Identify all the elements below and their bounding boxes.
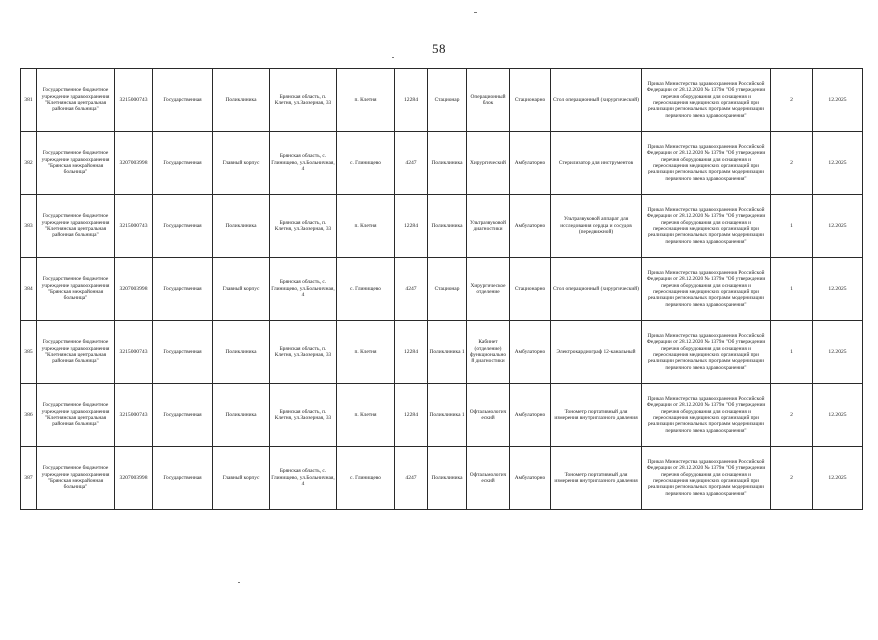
cell-care-type: Амбулаторно bbox=[510, 195, 551, 258]
cell-inn: 3215000743 bbox=[115, 384, 153, 447]
cell-population: 12284 bbox=[395, 69, 428, 132]
cell-locality: п. Клетня bbox=[337, 69, 395, 132]
cell-building: Поликлиника bbox=[213, 69, 270, 132]
cell-department: Ультразвуковой диагностики bbox=[467, 195, 510, 258]
cell-quantity: 1 bbox=[771, 195, 813, 258]
cell-address: Брянская область, с. Глинищево, ул.Больничная, 4 bbox=[270, 447, 337, 510]
cell-department: Офтальмологич еский bbox=[467, 447, 510, 510]
cell-conditions: Поликлиника 1 bbox=[428, 321, 467, 384]
cell-organization: Государственное бюджетное учреждение здравоохранения "Клетнянская центральная районная больница" bbox=[37, 321, 115, 384]
cell-organization: Государственное бюджетное учреждение здравоохранения "Клетнянская центральная районная больница" bbox=[37, 69, 115, 132]
cell-quantity: 1 bbox=[771, 258, 813, 321]
cell-organization: Государственное бюджетное учреждение здравоохранения "Клетнянская центральная районная больница" bbox=[37, 195, 115, 258]
cell-population: 4247 bbox=[395, 258, 428, 321]
cell-conditions: Поликлиника bbox=[428, 195, 467, 258]
cell-deadline: 12.2025 bbox=[813, 384, 863, 447]
scan-speck bbox=[392, 57, 394, 58]
cell-ownership: Государственная bbox=[153, 321, 213, 384]
cell-care-type: Амбулаторно bbox=[510, 447, 551, 510]
cell-locality: п. Клетня bbox=[337, 195, 395, 258]
cell-order: Приказ Министерства здравоохранения Российской Федерации от 28.12.2020 № 1379н "Об утверждении перечня оборудования для оснащения и переоснащения медицинских организаций при реализации региональных программ модернизации первичного звена здравоохранения" bbox=[642, 195, 771, 258]
cell-row-number: 385 bbox=[21, 321, 37, 384]
table-row bbox=[21, 447, 863, 510]
cell-equipment: Стол операционный (хирургический) bbox=[551, 258, 642, 321]
cell-order: Приказ Министерства здравоохранения Российской Федерации от 28.12.2020 № 1379н "Об утверждении перечня оборудования для оснащения и переоснащения медицинских организаций при реализации региональных программ модернизации первичного звена здравоохранения" bbox=[642, 132, 771, 195]
cell-department: Хирургический bbox=[467, 132, 510, 195]
cell-conditions: Стационар bbox=[428, 69, 467, 132]
cell-address: Брянская область, п. Клетня, ул.Заозерная, 33 bbox=[270, 321, 337, 384]
cell-equipment: Стол операционный (хирургический) bbox=[551, 69, 642, 132]
cell-order: Приказ Министерства здравоохранения Российской Федерации от 28.12.2020 № 1379н "Об утверждении перечня оборудования для оснащения и переоснащения медицинских организаций при реализации региональных программ модернизации первичного звена здравоохранения" bbox=[642, 69, 771, 132]
cell-care-type: Амбулаторно bbox=[510, 384, 551, 447]
cell-order: Приказ Министерства здравоохранения Российской Федерации от 28.12.2020 № 1379н "Об утверждении перечня оборудования для оснащения и переоснащения медицинских организаций при реализации региональных программ модернизации первичного звена здравоохранения" bbox=[642, 258, 771, 321]
cell-address: Брянская область, п. Клетня, ул.Заозерная, 33 bbox=[270, 384, 337, 447]
cell-deadline: 12.2025 bbox=[813, 195, 863, 258]
cell-population: 12284 bbox=[395, 195, 428, 258]
cell-deadline: 12.2025 bbox=[813, 321, 863, 384]
cell-department: Офтальмологич еский bbox=[467, 384, 510, 447]
cell-locality: с. Глинищево bbox=[337, 132, 395, 195]
cell-deadline: 12.2025 bbox=[813, 258, 863, 321]
cell-population: 4247 bbox=[395, 132, 428, 195]
table-row bbox=[21, 69, 863, 132]
cell-care-type: Стационарно bbox=[510, 258, 551, 321]
table-row bbox=[21, 321, 863, 384]
table-row bbox=[21, 195, 863, 258]
cell-building: Поликлиника bbox=[213, 384, 270, 447]
cell-row-number: 381 bbox=[21, 69, 37, 132]
cell-deadline: 12.2025 bbox=[813, 447, 863, 510]
cell-organization: Государственное бюджетное учреждение здравоохранения "Брянская межрайонная больница" bbox=[37, 258, 115, 321]
cell-locality: п. Клетня bbox=[337, 321, 395, 384]
cell-quantity: 2 bbox=[771, 69, 813, 132]
scan-speck bbox=[474, 12, 477, 13]
scan-speck bbox=[238, 582, 240, 583]
cell-inn: 3207003998 bbox=[115, 132, 153, 195]
cell-conditions: Поликлиника 1 bbox=[428, 384, 467, 447]
cell-inn: 3215000743 bbox=[115, 69, 153, 132]
cell-quantity: 1 bbox=[771, 321, 813, 384]
cell-care-type: Амбулаторно bbox=[510, 132, 551, 195]
cell-locality: п. Клетня bbox=[337, 384, 395, 447]
cell-ownership: Государственная bbox=[153, 384, 213, 447]
cell-equipment: Ультразвуковой аппарат для исследования сердца и сосудов (передвижной) bbox=[551, 195, 642, 258]
cell-address: Брянская область, п. Клетня, ул.Заозерная, 33 bbox=[270, 69, 337, 132]
cell-care-type: Амбулаторно bbox=[510, 321, 551, 384]
cell-conditions: Поликлиника bbox=[428, 132, 467, 195]
cell-ownership: Государственная bbox=[153, 132, 213, 195]
cell-population: 12284 bbox=[395, 321, 428, 384]
cell-building: Главный корпус bbox=[213, 447, 270, 510]
cell-row-number: 386 bbox=[21, 384, 37, 447]
cell-building: Главный корпус bbox=[213, 258, 270, 321]
table-row bbox=[21, 132, 863, 195]
cell-inn: 3215000743 bbox=[115, 195, 153, 258]
cell-equipment: Стерилизатор для инструментов bbox=[551, 132, 642, 195]
cell-conditions: Поликлиника bbox=[428, 447, 467, 510]
cell-row-number: 383 bbox=[21, 195, 37, 258]
cell-deadline: 12.2025 bbox=[813, 132, 863, 195]
cell-address: Брянская область, с. Глинищево, ул.Больничная, 4 bbox=[270, 132, 337, 195]
cell-equipment: Тонометр портативный для измерения внутриглазного давления bbox=[551, 447, 642, 510]
cell-row-number: 384 bbox=[21, 258, 37, 321]
cell-quantity: 2 bbox=[771, 132, 813, 195]
cell-order: Приказ Министерства здравоохранения Российской Федерации от 28.12.2020 № 1379н "Об утверждении перечня оборудования для оснащения и переоснащения медицинских организаций при реализации региональных программ модернизации первичного звена здравоохранения" bbox=[642, 447, 771, 510]
cell-equipment: Электрокардиограф 12-канальный bbox=[551, 321, 642, 384]
cell-order: Приказ Министерства здравоохранения Российской Федерации от 28.12.2020 № 1379н "Об утверждении перечня оборудования для оснащения и переоснащения медицинских организаций при реализации региональных программ модернизации первичного звена здравоохранения" bbox=[642, 384, 771, 447]
cell-population: 4247 bbox=[395, 447, 428, 510]
cell-ownership: Государственная bbox=[153, 69, 213, 132]
cell-inn: 3215000743 bbox=[115, 321, 153, 384]
cell-inn: 3207003998 bbox=[115, 258, 153, 321]
page-number: 58 bbox=[432, 41, 446, 56]
cell-ownership: Государственная bbox=[153, 447, 213, 510]
cell-ownership: Государственная bbox=[153, 258, 213, 321]
cell-department: Хирургическое отделение bbox=[467, 258, 510, 321]
cell-row-number: 387 bbox=[21, 447, 37, 510]
cell-address: Брянская область, п. Клетня, ул.Заозерная, 33 bbox=[270, 195, 337, 258]
cell-organization: Государственное бюджетное учреждение здравоохранения "Брянская межрайонная больница" bbox=[37, 447, 115, 510]
cell-department: Операционный блок bbox=[467, 69, 510, 132]
cell-equipment: Тонометр портативный для измерения внутриглазного давления bbox=[551, 384, 642, 447]
cell-building: Поликлиника bbox=[213, 195, 270, 258]
cell-quantity: 2 bbox=[771, 384, 813, 447]
cell-row-number: 382 bbox=[21, 132, 37, 195]
cell-conditions: Стационар bbox=[428, 258, 467, 321]
cell-inn: 3207003998 bbox=[115, 447, 153, 510]
cell-care-type: Стационарно bbox=[510, 69, 551, 132]
table-row bbox=[21, 384, 863, 447]
table-row bbox=[21, 258, 863, 321]
cell-ownership: Государственная bbox=[153, 195, 213, 258]
cell-order: Приказ Министерства здравоохранения Российской Федерации от 28.12.2020 № 1379н "Об утверждении перечня оборудования для оснащения и переоснащения медицинских организаций при реализации региональных программ модернизации первичного звена здравоохранения" bbox=[642, 321, 771, 384]
table-body bbox=[21, 69, 863, 510]
cell-address: Брянская область, с. Глинищево, ул.Больничная, 4 bbox=[270, 258, 337, 321]
cell-organization: Государственное бюджетное учреждение здравоохранения "Брянская межрайонная больница" bbox=[37, 132, 115, 195]
cell-department: Кабинет (отделение) функционально й диагностики bbox=[467, 321, 510, 384]
cell-building: Поликлиника bbox=[213, 321, 270, 384]
cell-deadline: 12.2025 bbox=[813, 69, 863, 132]
cell-locality: с. Глинищево bbox=[337, 258, 395, 321]
equipment-table bbox=[20, 68, 863, 510]
cell-organization: Государственное бюджетное учреждение здравоохранения "Клетнянская центральная районная больница" bbox=[37, 384, 115, 447]
cell-quantity: 2 bbox=[771, 447, 813, 510]
cell-locality: с. Глинищево bbox=[337, 447, 395, 510]
cell-building: Главный корпус bbox=[213, 132, 270, 195]
cell-population: 12284 bbox=[395, 384, 428, 447]
